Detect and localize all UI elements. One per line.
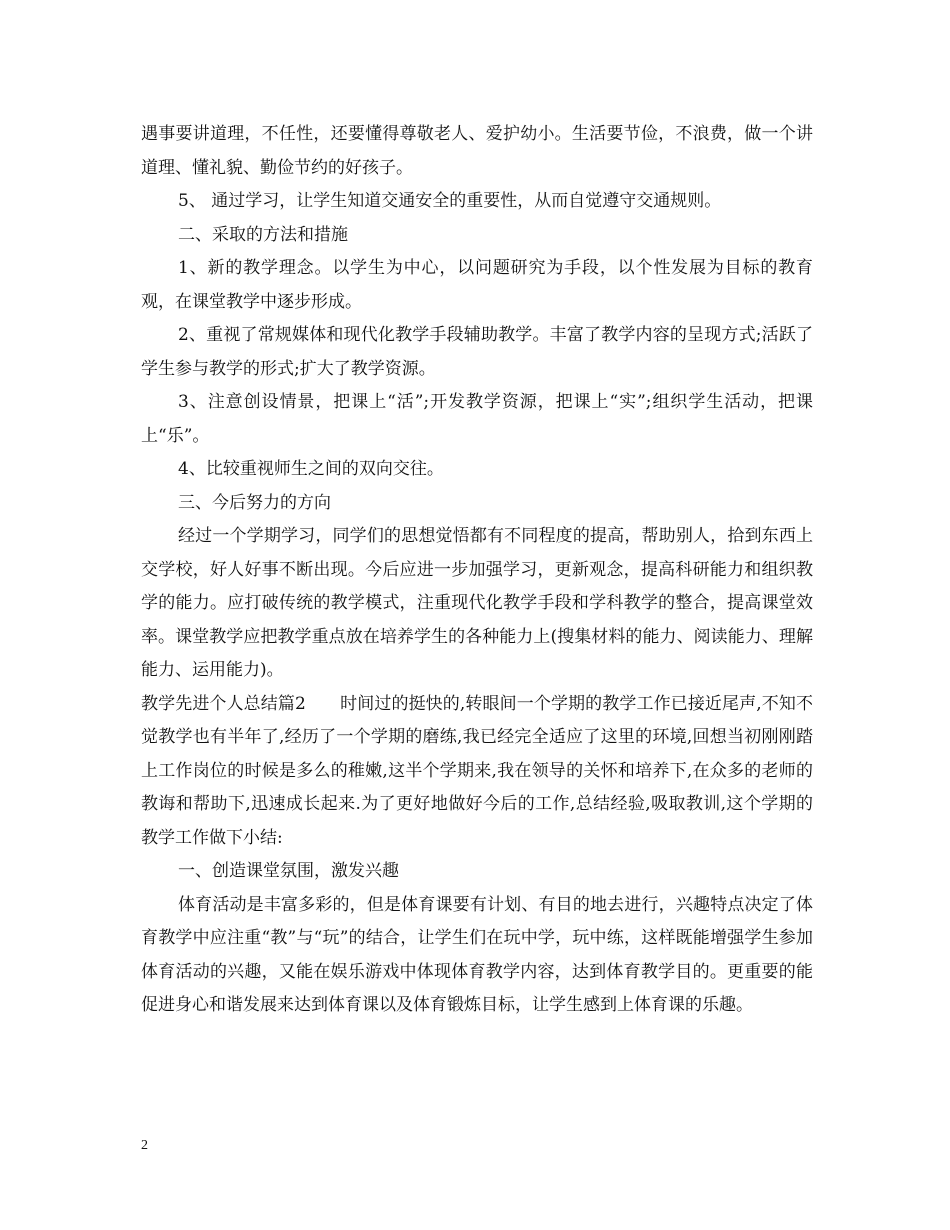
paragraph-summary-2: 教学先进个人总结篇2 时间过的挺快的,转眼间一个学期的教学工作已接近尾声,不知不觉教学也有半年了,经历了一个学期的磨练,我已经完全适应了这里的环境,回想当初刚刚踏上工作岗位的时候是多么的稚嫩,这半个学期来,我在领导的关怀和培养下,在众多的老师的教诲和帮助下,迅速成长起来.为了更好地做好今后的工作,总结经验,吸取教训,这个学期的教学工作做下小结: (141, 693, 813, 848)
section-heading-classroom: 一、创造课堂氛围，激发兴趣 (178, 861, 399, 881)
paragraph-future: 经过一个学期学习，同学们的思想觉悟都有不同程度的提高，帮助别人，拾到东西上交学校，好人好事不断出现。今后应进一步加强学习，更新观念，提高科研能力和组织教学的能力。应打破传统的教学模式，注重现代化教学手段和学科教学的整合，提高课堂效率。课堂教学应把教学重点放在培养学生的各种能力上(搜集材料的能力、阅读能力、理解能力、运用能力)。 (141, 526, 813, 680)
paragraph-goal-5: 5、 通过学习，让学生知道交通安全的重要性，从而自觉遵守交通规则。 (178, 191, 722, 211)
section-heading-future: 三、今后努力的方向 (178, 492, 331, 513)
paragraph-pe-activities: 体育活动是丰富多彩的，但是体育课要有计划、有目的地去进行，兴趣特点决定了体育教学中应注重“教”与“玩”的结合，让学生们在玩中学，玩中练，这样既能增强学生参加体育活动的兴趣，又能在娱乐游戏中体现体育教学内容，达到体育教学目的。更重要的能促进身心和谐发展来达到体育课以及体育锻炼目标，让学生感到上体育课的乐趣。 (141, 894, 813, 1015)
paragraph-method-3: 3、注意创设情景，把课上“活”;开发教学资源，把课上“实”;组织学生活动，把课上“乐”。 (141, 392, 813, 446)
paragraph-method-2: 2、重视了常规媒体和现代化教学手段辅助教学。丰富了教学内容的呈现方式;活跃了学生参与教学的形式;扩大了教学资源。 (141, 325, 813, 379)
paragraph-method-4: 4、比较重视师生之间的双向交往。 (178, 459, 444, 479)
section-heading-methods: 二、采取的方法和措施 (178, 224, 348, 245)
page-number: 2 (141, 1138, 148, 1153)
paragraph-continuation: 遇事要讲道理，不任性，还要懂得尊敬老人、爱护幼小。生活要节俭，不浪费，做一个讲道理、懂礼貌、勤俭节约的好孩子。 (141, 124, 813, 178)
paragraph-method-1: 1、新的教学理念。以学生为中心，以问题研究为手段，以个性发展为目标的教育观，在课堂教学中逐步形成。 (141, 258, 813, 312)
document-body (141, 118, 813, 1023)
